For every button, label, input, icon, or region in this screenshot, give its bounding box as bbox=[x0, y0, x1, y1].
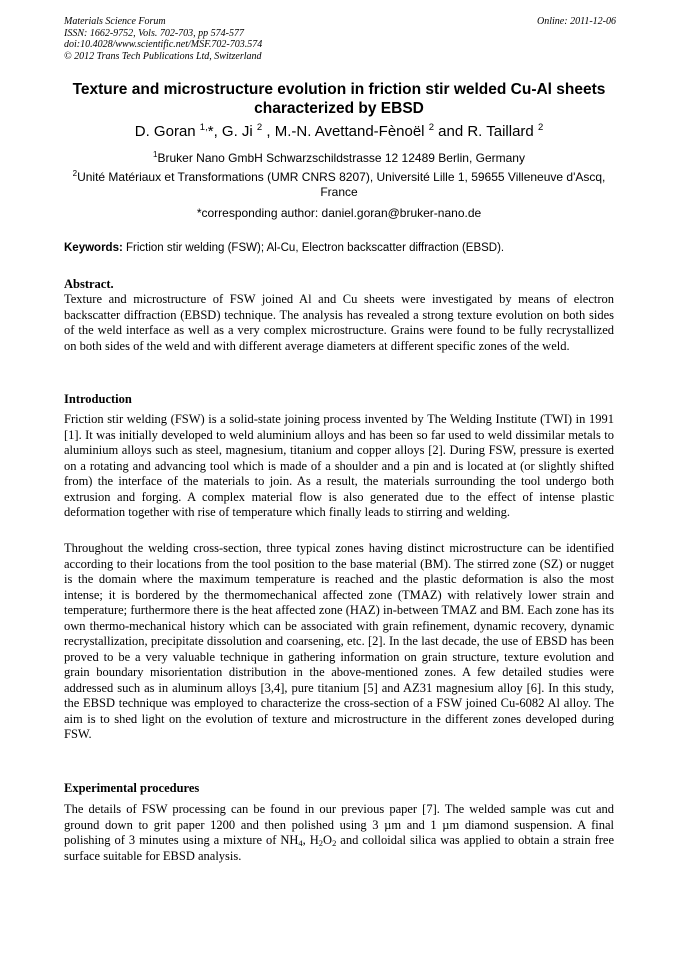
experimental-text: and colloidal silica was applied to obtain a strain free surface suitable for EBSD analysis. bbox=[64, 833, 614, 863]
experimental-text: , H bbox=[302, 833, 319, 847]
corresponding-mark: * bbox=[207, 123, 214, 140]
author-name: D. Goran bbox=[134, 123, 200, 140]
copyright-line: © 2012 Trans Tech Publications Ltd, Switzerland bbox=[64, 50, 262, 62]
subscript: 2 bbox=[318, 838, 324, 848]
author-affiliation-mark: 2 bbox=[256, 122, 263, 133]
subscript: 2 bbox=[332, 838, 337, 848]
keywords-text: Friction stir welding (FSW); Al-Cu, Electron backscatter diffraction (EBSD). bbox=[122, 242, 505, 254]
author-affiliation-mark: 2 bbox=[537, 122, 544, 133]
author-affiliation-mark: 1, bbox=[199, 122, 208, 133]
introduction-paragraph-2: Throughout the welding cross-section, three typical zones having distinct microstructure can be identified according to their locations from the tool position to the base material (BM). The stirred zone (SZ) or nugget is the domain where the maximum temperature is reached and the plastic deformation is also the most intense; it is bordered by the thermomechanical affected zone (TMAZ) with relatively lower strain and temperature; furthermore there is the heat affected zone (HAZ) in-between TMAZ and BM. Each zone has its own thermo-mechanical history which can be associated with grain refinement, dynamic recovery, dynamic recrystallization, precipitate dissolution and coarsening, etc. [2]. In the last decade, the use of EBSD has been proved to be a very valuable technique in gathering information on grain structure, texture evolution and grain boundary misorientation distribution in the above-mentioned zones. A few detailed studies were addressed such as in aluminum alloys [3,4], pure titanium [5] and AZ31 magnesium alloy [6]. In this study, the EBSD technique was employed to characterize the cross-section of a FSW joined Cu-6082 Al alloy. The aim is to shed light on the evolution of texture and microstructure in the different zones developed during FSW. bbox=[64, 541, 614, 741]
journal-header bbox=[64, 16, 262, 62]
affiliation-number: 2 bbox=[72, 169, 78, 178]
abstract-text: Texture and microstructure of FSW joined Al and Cu sheets were investigated by means of electron backscatter diffraction (EBSD) technique. The analysis has revealed a strong texture evolution on both sides of the weld interface as well as a very complex microstructure. Grains were found to be fully recrystallized on both sides of the weld and with different average diameters at different specific zones of the weld. bbox=[64, 292, 614, 353]
experimental-text: O bbox=[323, 833, 333, 847]
author-name: , G. Ji bbox=[213, 123, 257, 140]
affiliation-1 bbox=[64, 151, 614, 166]
abstract-heading: Abstract. bbox=[64, 277, 114, 291]
affiliation-2 bbox=[64, 170, 614, 200]
author-name: , M.-N. Avettand-Fènoël bbox=[262, 123, 429, 140]
corresponding-author: *corresponding author: daniel.goran@bruker-nano.de bbox=[196, 206, 482, 220]
affiliation-number: 1 bbox=[153, 150, 158, 159]
experimental-paragraph-1 bbox=[64, 802, 614, 864]
online-date: Online: 2011-12-06 bbox=[537, 16, 616, 27]
doi-line: doi:10.4028/www.scientific.net/MSF.702-703.574 bbox=[64, 39, 263, 50]
author-name: and R. Taillard bbox=[433, 123, 538, 140]
keywords bbox=[64, 241, 616, 255]
subscript: 4 bbox=[298, 838, 303, 848]
author-affiliation-mark: 2 bbox=[428, 122, 434, 133]
affiliation-text: Unité Matériaux et Transformations (UMR CNRS 8207), Université Lille 1, 59655 Villeneuve d'Ascq, France bbox=[77, 170, 606, 199]
introduction-heading: Introduction bbox=[64, 392, 132, 406]
journal-name: Materials Science Forum bbox=[64, 16, 166, 27]
author-list bbox=[64, 123, 614, 141]
affiliation-text: Bruker Nano GmbH Schwarzschildstrasse 12 12489 Berlin, Germany bbox=[157, 151, 525, 165]
experimental-text: The details of FSW processing can be found in our previous paper [7]. The welded sample was cut and ground down to grit paper 1200 and then polished using 3 µm and 1 µm diamond suspension. A final polishing of 3 minutes using a mixture of NH bbox=[64, 802, 614, 847]
introduction-paragraph-1: Friction stir welding (FSW) is a solid-state joining process invented by The Welding Institute (TWI) in 1991 [1]. It was initially developed to weld aluminium alloys and has been so far used to weld dissimilar metals to aluminium alloys such as steel, magnesium, titanium and copper alloys [2]. During FSW, pressure is exerted on a rotating and advancing tool which is made of a shoulder and a pin and is located at (or slightly shifted from) the interface of the materials to join. As a result, the materials surrounding the tool undergo both extrusion and forging. A complex material flow is also generated due to the effect of intense plastic deformation together with rise of temperature which finally leads to stirring and welding. bbox=[64, 412, 614, 519]
paper-title: Texture and microstructure evolution in friction stir welded Cu-Al sheets characterized by EBSD bbox=[72, 81, 606, 117]
experimental-heading: Experimental procedures bbox=[64, 781, 200, 795]
issn-line: ISSN: 1662-9752, Vols. 702-703, pp 574-577 bbox=[64, 27, 244, 39]
keywords-label: Keywords: bbox=[64, 242, 123, 254]
